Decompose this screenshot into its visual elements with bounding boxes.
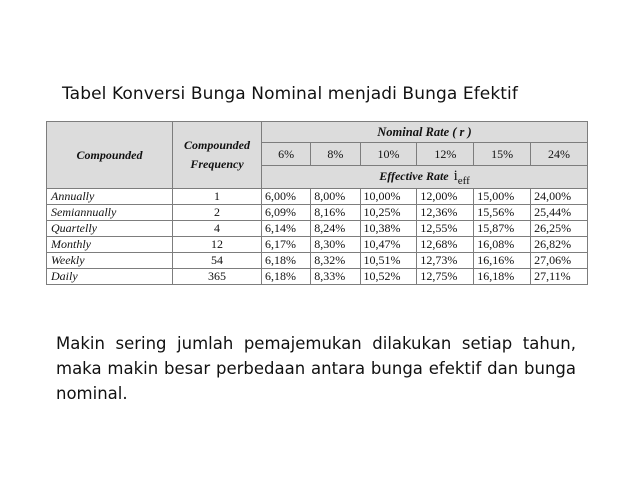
effective-symbol-subscript: eff [457, 174, 470, 187]
effective-rate-cell: 27,06% [531, 253, 588, 269]
effective-rate-cell: 27,11% [531, 269, 588, 285]
explanation-paragraph: Makin sering jumlah pemajemukan dilakukan setiap tahun, maka makin besar perbedaan antara bunga efektif dan bunga nominal. [56, 334, 576, 403]
effective-rate-cell: 8,32% [311, 253, 360, 269]
effective-rate-cell: 8,24% [311, 221, 360, 237]
table-row [47, 253, 588, 269]
effective-rate-cell: 26,82% [531, 237, 588, 253]
header-frequency: Compounded Frequency [173, 122, 262, 189]
effective-rate-cell: 8,30% [311, 237, 360, 253]
effective-rate-cell: 8,33% [311, 269, 360, 285]
effective-rate-cell: 16,18% [474, 269, 531, 285]
effective-rate-cell: 6,14% [262, 221, 311, 237]
effective-rate-cell: 6,17% [262, 237, 311, 253]
effective-symbol-i: i [453, 167, 458, 184]
nominal-rate-cell: 8% [311, 143, 360, 166]
nominal-rate-cell: 15% [474, 143, 531, 166]
compounded-label-cell: Weekly [47, 253, 173, 269]
nominal-rate-cell: 6% [262, 143, 311, 166]
effective-rate-cell: 10,47% [360, 237, 417, 253]
compounded-label-cell: Daily [47, 269, 173, 285]
effective-rate-cell: 12,75% [417, 269, 474, 285]
effective-rate-cell: 12,68% [417, 237, 474, 253]
effective-rate-cell: 26,25% [531, 221, 588, 237]
effective-rate-cell: 10,38% [360, 221, 417, 237]
table-row [47, 189, 588, 205]
effective-rate-cell: 10,00% [360, 189, 417, 205]
table-row [47, 205, 588, 221]
header-compounded: Compounded [47, 122, 173, 189]
effective-rate-cell: 16,16% [474, 253, 531, 269]
frequency-cell: 4 [173, 221, 262, 237]
frequency-cell: 365 [173, 269, 262, 285]
effective-rate-cell: 6,09% [262, 205, 311, 221]
effective-rate-cell: 12,00% [417, 189, 474, 205]
conversion-table [46, 121, 588, 285]
nominal-rate-cell: 24% [531, 143, 588, 166]
compounded-label-cell: Quartelly [47, 221, 173, 237]
frequency-cell: 2 [173, 205, 262, 221]
conversion-table-container [46, 121, 588, 285]
compounded-label-cell: Semiannually [47, 205, 173, 221]
table-body [47, 189, 588, 285]
effective-rate-cell: 12,55% [417, 221, 474, 237]
effective-rate-cell: 15,00% [474, 189, 531, 205]
frequency-cell: 1 [173, 189, 262, 205]
effective-rate-cell: 12,36% [417, 205, 474, 221]
effective-rate-cell: 8,00% [311, 189, 360, 205]
table-row [47, 221, 588, 237]
table-row [47, 237, 588, 253]
frequency-cell: 12 [173, 237, 262, 253]
header-nominal-rate: Nominal Rate ( r ) [262, 122, 588, 143]
effective-rate-cell: 6,18% [262, 269, 311, 285]
effective-rate-cell: 25,44% [531, 205, 588, 221]
effective-rate-label: Effective Rate [379, 168, 449, 183]
effective-rate-symbol [453, 167, 470, 187]
effective-rate-cell: 15,56% [474, 205, 531, 221]
effective-rate-cell: 8,16% [311, 205, 360, 221]
effective-rate-cell: 10,25% [360, 205, 417, 221]
effective-rate-cell: 16,08% [474, 237, 531, 253]
effective-rate-cell: 24,00% [531, 189, 588, 205]
header-effective-rate [262, 166, 588, 189]
compounded-label-cell: Annually [47, 189, 173, 205]
effective-rate-cell: 10,51% [360, 253, 417, 269]
compounded-label-cell: Monthly [47, 237, 173, 253]
nominal-rate-cell: 10% [360, 143, 417, 166]
effective-rate-cell: 6,18% [262, 253, 311, 269]
table-row [47, 269, 588, 285]
effective-rate-cell: 12,73% [417, 253, 474, 269]
nominal-rate-cell: 12% [417, 143, 474, 166]
effective-rate-cell: 6,00% [262, 189, 311, 205]
page-title: Tabel Konversi Bunga Nominal menjadi Bunga Efektif [62, 84, 518, 104]
effective-rate-cell: 15,87% [474, 221, 531, 237]
frequency-cell: 54 [173, 253, 262, 269]
effective-rate-cell: 10,52% [360, 269, 417, 285]
